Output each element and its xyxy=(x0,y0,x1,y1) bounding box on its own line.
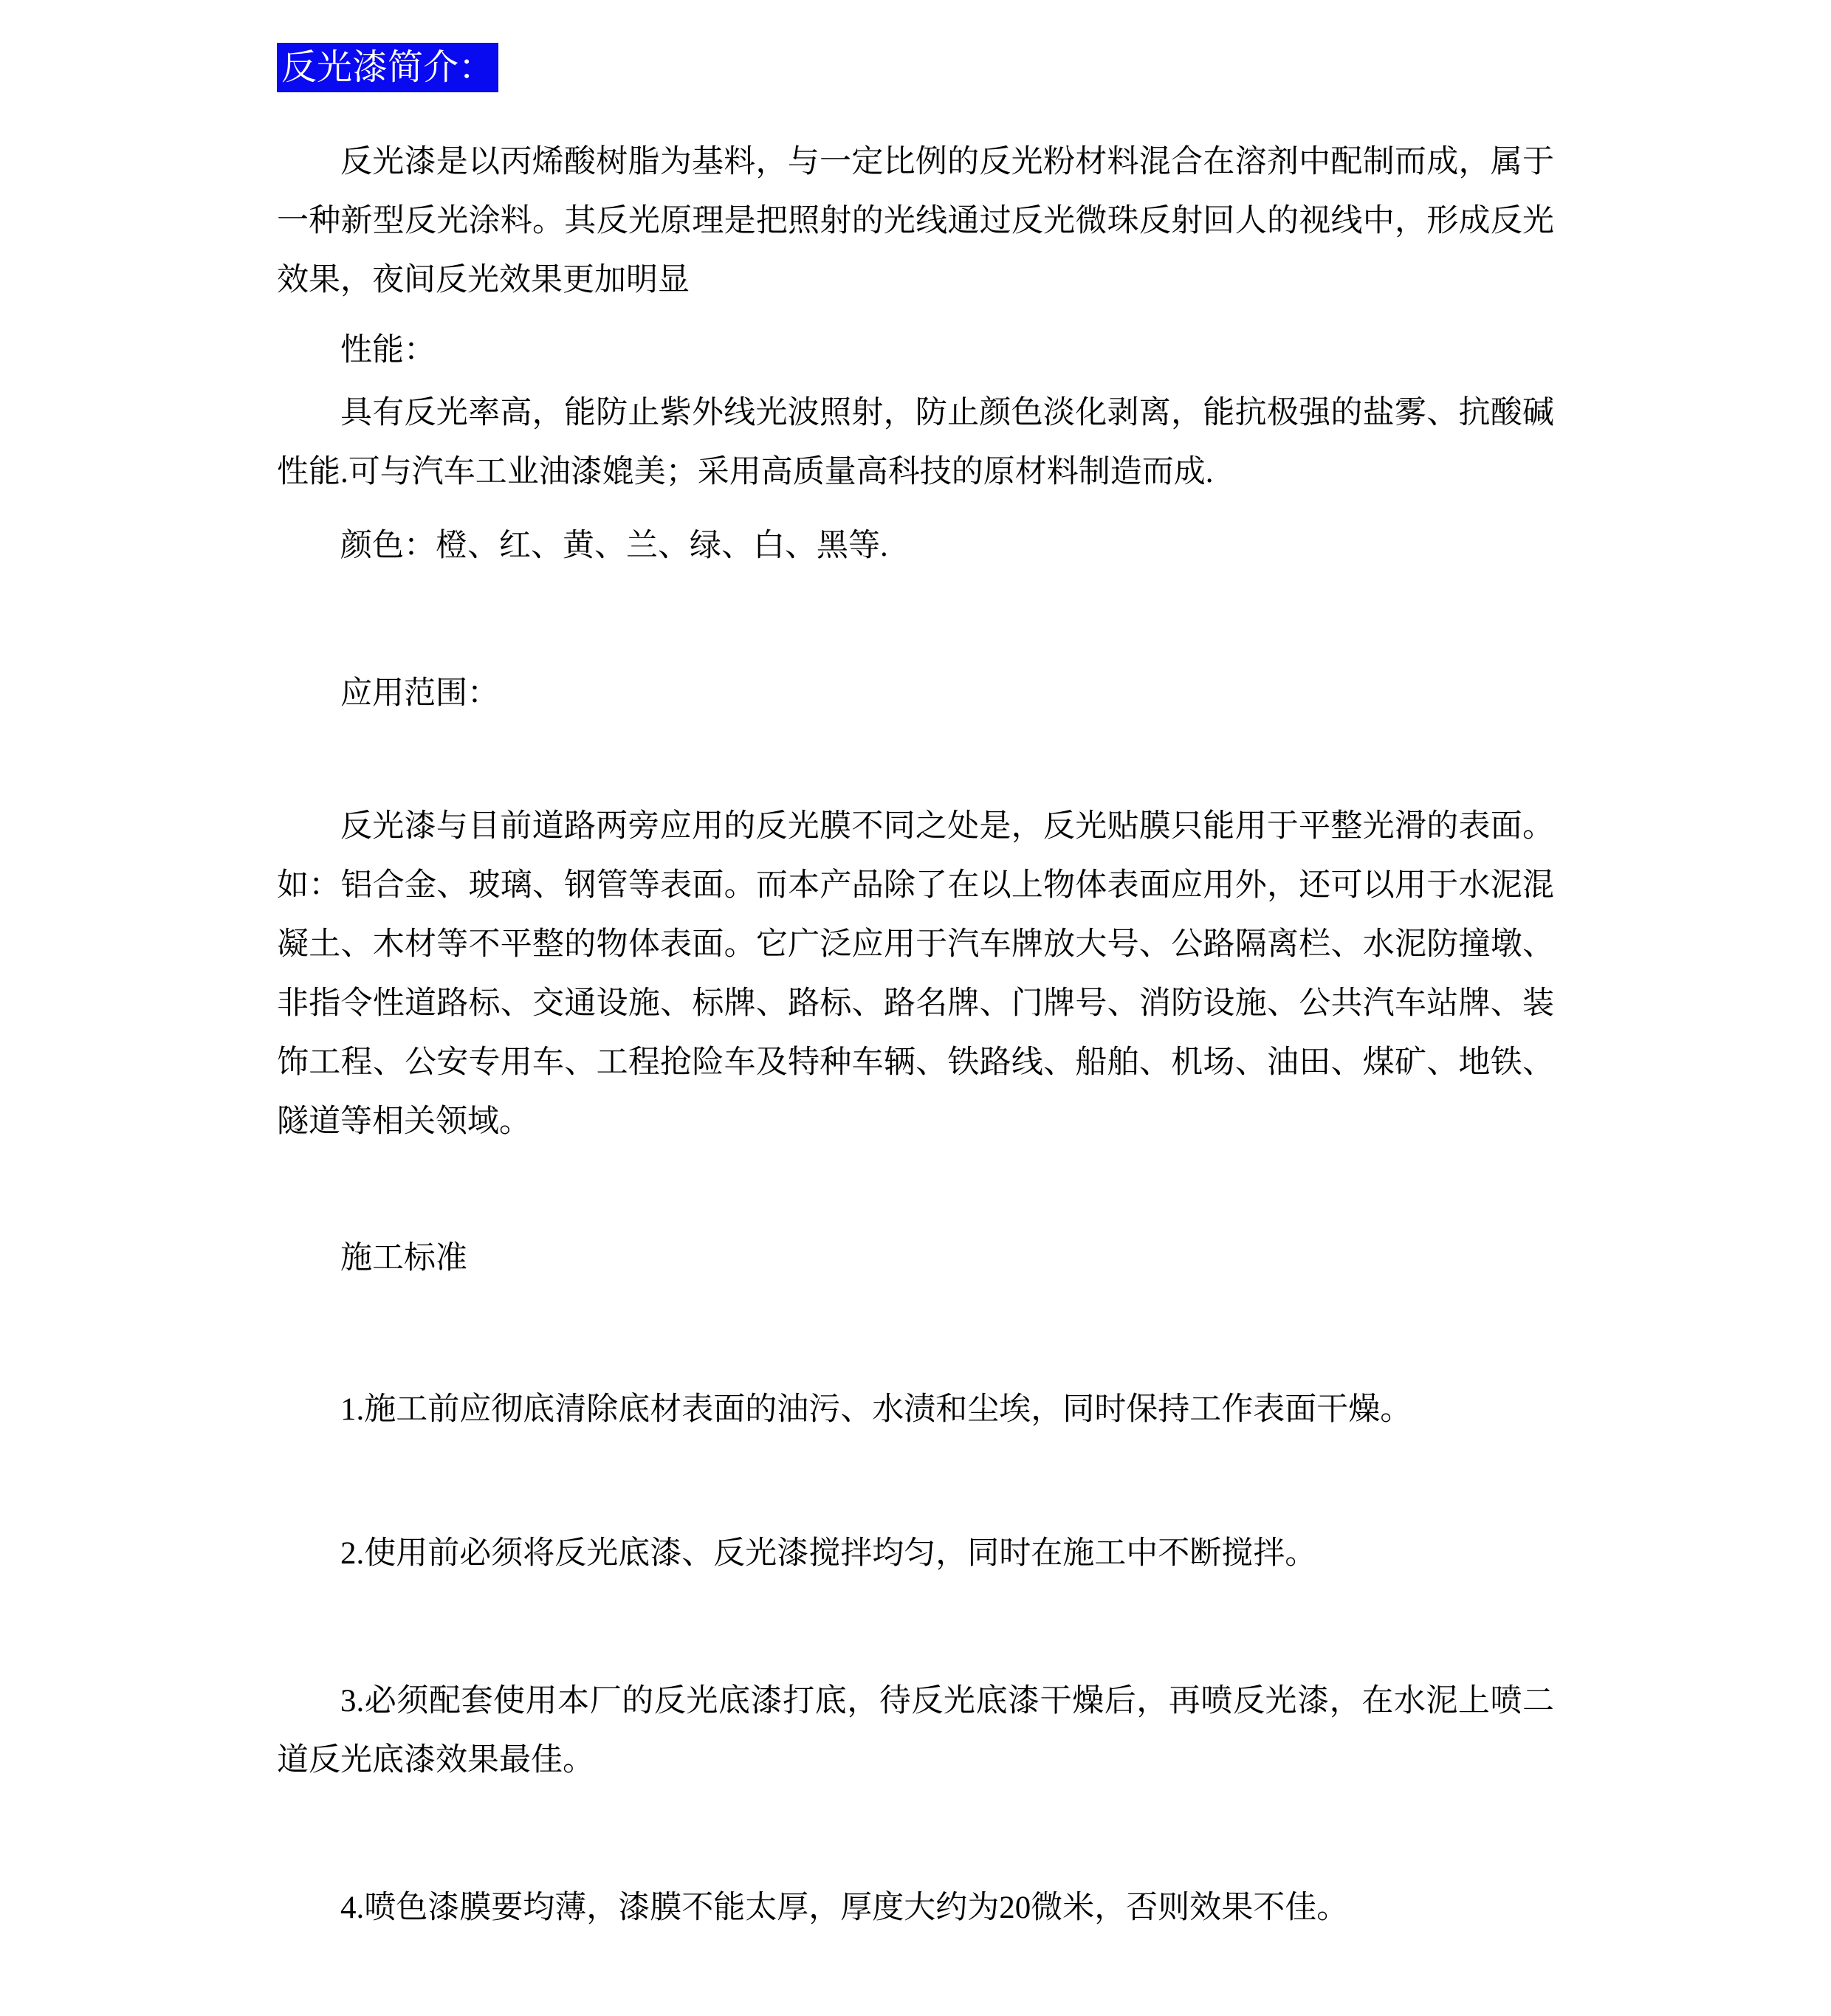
construction-step-3: 3.必须配套使用本厂的反光底漆打底，待反光底漆干燥后，再喷反光漆，在水泥上喷二道反光底漆效果最佳。 xyxy=(277,1684,1554,1778)
construction-step-2: 2.使用前必须将反光底漆、反光漆搅拌均匀，同时在施工中不断搅拌。 xyxy=(340,1536,1317,1571)
application-heading: 应用范围： xyxy=(340,676,499,711)
intro-paragraph: 反光漆是以丙烯酸树脂为基料，与一定比例的反光粉材料混合在溶剂中配制而成，属于一种新型反光涂料。其反光原理是把照射的光线通过反光微珠反射回人的视线中，形成反光效果，夜间反光效果更加明显 xyxy=(277,145,1554,297)
performance-paragraph: 具有反光率高，能防止紫外线光波照射，防止颜色淡化剥离，能抗极强的盐雾、抗酸碱性能.可与汽车工业油漆媲美；采用高质量高科技的原材料制造而成. xyxy=(277,396,1554,489)
colors-line: 颜色：橙、红、黄、兰、绿、白、黑等. xyxy=(340,529,888,563)
title-highlight: 反光漆简介： xyxy=(277,43,498,92)
application-paragraph: 反光漆与目前道路两旁应用的反光膜不同之处是，反光贴膜只能用于平整光滑的表面。如：铝合金、玻璃、钢管等表面。而本产品除了在以上物体表面应用外，还可以用于水泥混凝土、木材等不平整的物体表面。它广泛应用于汽车牌放大号、公路隔离栏、水泥防撞墩、非指令性道路标、交通设施、标牌、路标、路名牌、门牌号、消防设施、公共汽车站牌、装饰工程、公安专用车、工程抢险车及特种车辆、铁路线、船舶、机场、油田、煤矿、地铁、隧道等相关领域。 xyxy=(277,809,1554,1139)
construction-heading: 施工标准 xyxy=(340,1241,467,1276)
performance-heading: 性能： xyxy=(340,333,436,368)
construction-step-4: 4.喷色漆膜要均薄，漆膜不能太厚，厚度大约为20微米，否则效果不佳。 xyxy=(340,1891,1349,1925)
document-title xyxy=(277,43,1554,92)
construction-step-1: 1.施工前应彻底清除底材表面的油污、水渍和尘埃，同时保持工作表面干燥。 xyxy=(340,1392,1412,1427)
